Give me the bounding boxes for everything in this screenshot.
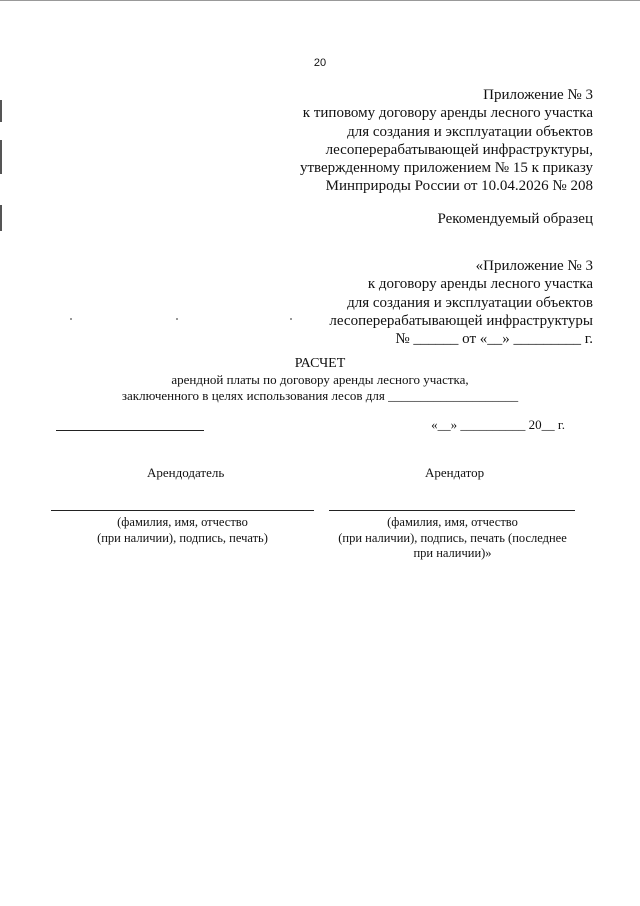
- inner-appendix-line: к договору аренды лесного участка: [367, 276, 593, 293]
- lessee-label: Арендатор: [425, 465, 485, 480]
- inner-appendix-line: лесоперерабатывающей инфраструктуры: [329, 312, 593, 329]
- lessee-signature-caption: [330, 515, 575, 562]
- inner-appendix-line: «Приложение № 3: [475, 258, 593, 274]
- appendix-header-line: Минприроды России от 10.04.2026 № 208: [325, 178, 593, 195]
- calculation-subtitle-line: арендной платы по договору аренды лесного участка,: [171, 372, 469, 387]
- lessor-label: Арендодатель: [147, 465, 225, 480]
- scan-speck: [176, 318, 178, 320]
- calculation-subtitle-line: заключенного в целях использования лесов для ____________________: [121, 388, 519, 403]
- calculation-heading: [0, 356, 640, 404]
- caption-line: (при наличии), подпись, печать (последнее: [338, 530, 567, 545]
- scan-top-border: [0, 0, 640, 1]
- appendix-header: [300, 86, 593, 196]
- appendix-header-line: для создания и эксплуатации объектов: [347, 123, 593, 140]
- caption-line: (фамилия, имя, отчество: [387, 515, 518, 529]
- scan-edge-mark: [0, 100, 2, 122]
- inner-appendix-header: [329, 257, 593, 348]
- lessor-signature-line: [51, 510, 314, 511]
- calculation-title: РАСЧЕТ: [294, 356, 346, 371]
- scan-edge-mark: [0, 140, 2, 174]
- blank-underline: [56, 430, 204, 431]
- scan-edge-mark: [0, 205, 2, 231]
- date-field: «__» __________ 20__ г.: [431, 417, 565, 432]
- lessee-signature-line: [329, 510, 575, 511]
- scan-speck: [70, 318, 72, 320]
- page-number: 20: [313, 57, 327, 69]
- appendix-header-line: к типовому договору аренды лесного участка: [302, 105, 593, 122]
- recommended-sample-label: Рекомендуемый образец: [437, 211, 593, 227]
- caption-line: (фамилия, имя, отчество: [117, 515, 248, 529]
- appendix-header-line: лесоперерабатывающей инфраструктуры,: [325, 141, 593, 158]
- inner-appendix-line: № ______ от «__» _________ г.: [395, 331, 593, 348]
- appendix-header-line: утвержденному приложением № 15 к приказу: [299, 160, 593, 177]
- lessor-signature-caption: [60, 515, 305, 546]
- inner-appendix-line: для создания и эксплуатации объектов: [347, 294, 593, 311]
- appendix-header-line: Приложение № 3: [483, 87, 593, 103]
- scan-speck: [290, 318, 292, 320]
- caption-line: (при наличии), подпись, печать): [97, 530, 268, 545]
- caption-line: при наличии)»: [413, 546, 492, 560]
